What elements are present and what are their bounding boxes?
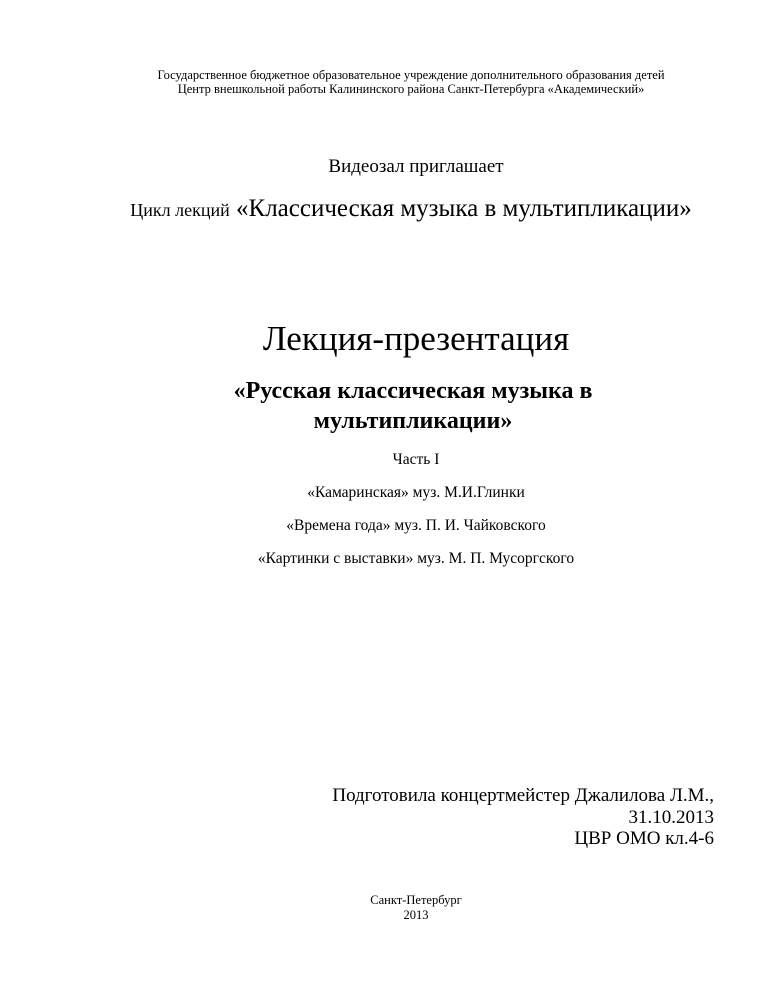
- footer-city: Санкт-Петербург: [370, 893, 462, 907]
- lecture-title-line-1: «Русская классическая музыка в: [233, 378, 593, 404]
- footer-year: 2013: [403, 908, 429, 922]
- lecture-type-heading: Лекция-презентация: [262, 319, 570, 358]
- lecture-title-line-2: мультипликации»: [313, 408, 513, 434]
- work-item: «Картинки с выставки» муз. М. П. Мусоргского: [257, 550, 575, 567]
- lecture-cycle: [27, 194, 768, 225]
- lecture-cycle-prefix: Цикл лекций: [130, 200, 230, 220]
- work-item: «Времена года» муз. П. И. Чайковского: [286, 517, 546, 534]
- part-label: Часть I: [392, 451, 440, 468]
- institution-name-line-1: Государственное бюджетное образовательное учреждение дополнительного образования детей: [157, 68, 665, 82]
- work-item: «Камаринская» муз. М.И.Глинки: [307, 484, 525, 501]
- invitation-text: Видеозал приглашает: [328, 156, 504, 177]
- prepared-by: Подготовила концертмейстер Джалилова Л.М.,: [332, 785, 714, 806]
- lecture-date: 31.10.2013: [628, 807, 714, 828]
- lecture-cycle-title: «Классическая музыка в мультипликации»: [236, 195, 692, 222]
- institution-name-line-2: Центр внешкольной работы Калининского района Санкт-Петербурга «Академический»: [177, 82, 645, 96]
- class-info: ЦВР ОМО кл.4-6: [574, 828, 714, 849]
